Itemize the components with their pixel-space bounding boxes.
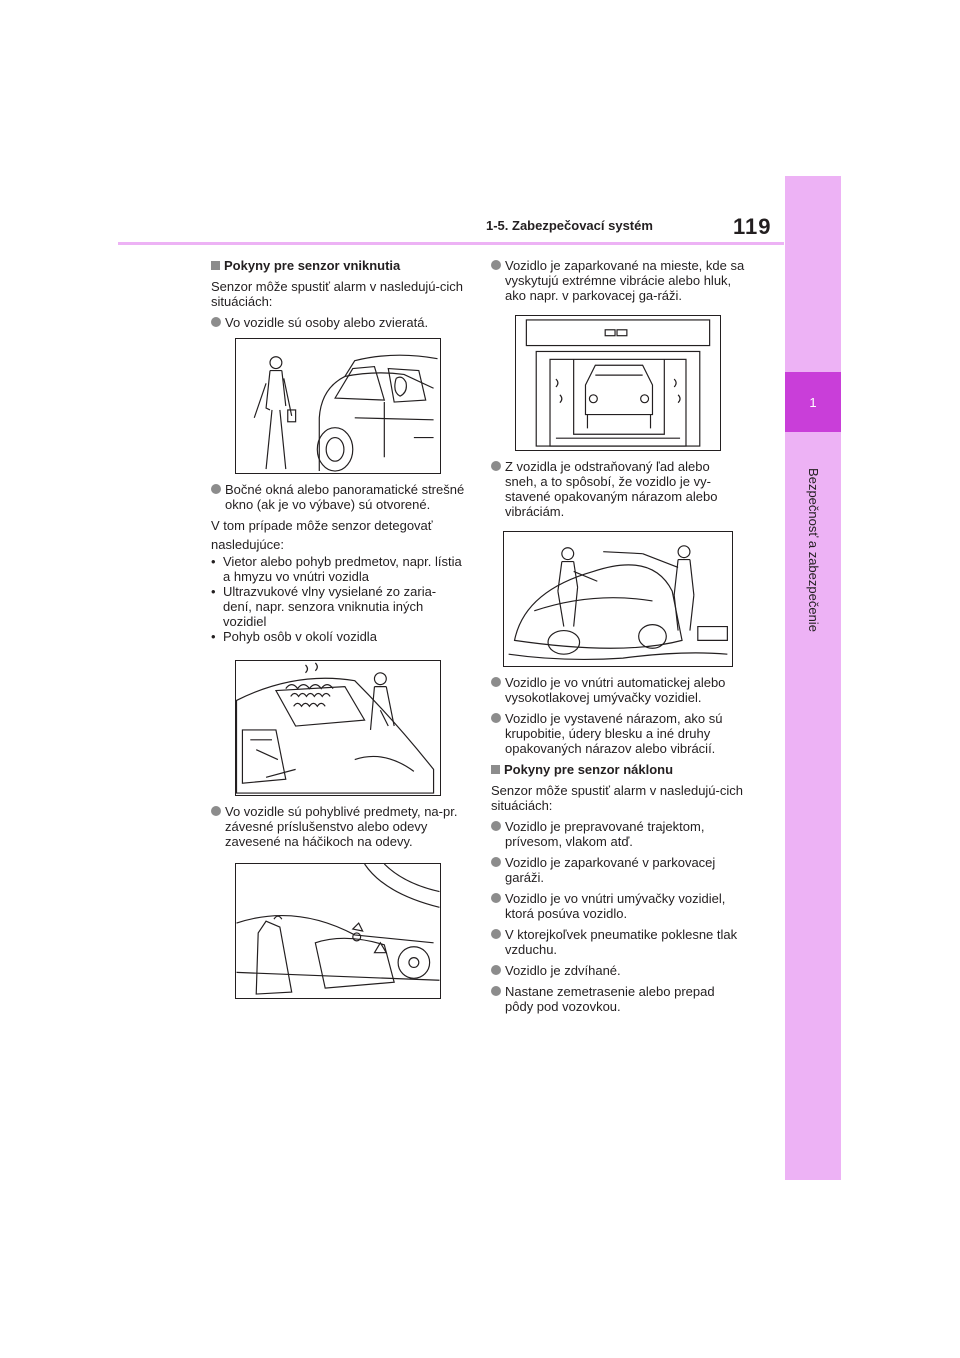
heading-text: Pokyny pre senzor vniknutia: [224, 258, 401, 273]
list-item-text: Pohyb osôb v okolí vozidla: [223, 629, 377, 644]
header-rule: [118, 242, 784, 245]
bullet-item: [491, 927, 745, 957]
illustration-snow-removal: [503, 531, 733, 667]
bullet-text: V ktorejkoľvek pneumatike poklesne tlak vzduchu.: [505, 927, 738, 957]
list-item: • Pohyb osôb v okolí vozidla: [211, 629, 377, 644]
section-title: 1-5. Zabezpečovací systém: [486, 218, 653, 233]
list-item-text: Vietor alebo pohyb predmetov, napr. lístia a hmyzu vo vnútri vozidla: [223, 554, 462, 584]
bullet-item: [211, 804, 465, 849]
bullet-text: Bočné okná alebo panoramatické strešné okno (ak je vo výbave) sú otvorené.: [225, 482, 465, 512]
bullet-text: Vozidlo je zaparkované v parkovacej garáži.: [505, 855, 716, 885]
list-item: • Vietor alebo pohyb predmetov, napr. lístia a hmyzu vo vnútri vozidla: [211, 554, 465, 584]
circle-bullet-icon: [491, 929, 501, 939]
paragraph-text: nasledujúce:: [211, 537, 284, 552]
bullet-text: Vo vozidle sú osoby alebo zvieratá.: [225, 315, 429, 330]
circle-bullet-icon: [211, 317, 221, 327]
circle-bullet-icon: [491, 857, 501, 867]
circle-bullet-icon: [491, 713, 501, 723]
circle-bullet-icon: [491, 965, 501, 975]
bullet-item: [491, 459, 745, 519]
bullet-item: [491, 891, 745, 921]
circle-bullet-icon: [491, 893, 501, 903]
chapter-number-badge: [785, 372, 841, 432]
section-heading-intrusion: [211, 258, 465, 273]
bullet-item: [491, 258, 745, 303]
section-heading-tilt: [491, 762, 745, 777]
bullet-text: Z vozidla je odstraňovaný ľad alebo sneh, a to spôsobí, že vozidlo je vy-stavené opakovaným nárazom alebo vibráciám.: [505, 459, 718, 519]
bullet-text: Vo vozidle sú pohyblivé predmety, na-pr. závesné príslušenstvo alebo odevy zavesené na háčikoch na odevy.: [225, 804, 458, 849]
bullet-text: Vozidlo je zdvíhané.: [505, 963, 621, 978]
list-item-text: Ultrazvukové vlny vysielané zo zaria-dení, napr. senzora vniknutia iných vozidiel: [223, 584, 437, 629]
bullet-text: Vozidlo je prepravované trajektom, prívesom, vlakom atď.: [505, 819, 705, 849]
paragraph-text: V tom prípade môže senzor detegovať: [211, 518, 433, 533]
circle-bullet-icon: [211, 484, 221, 494]
heading-text: Pokyny pre senzor náklonu: [504, 762, 674, 777]
circle-bullet-icon: [491, 677, 501, 687]
bullet-item: [491, 963, 745, 978]
bullet-text: Vozidlo je zaparkované na mieste, kde sa vyskytujú extrémne vibrácie alebo hluk, ako napr. v parkovacej ga-ráži.: [505, 258, 745, 303]
list-item: • Ultrazvukové vlny vysielané zo zaria-dení, napr. senzora vniknutia iných vozidiel: [211, 584, 465, 629]
page-number: 119: [733, 214, 772, 239]
bullet-text: Vozidlo je vo vnútri automatickej alebo vysokotlakovej umývačky vozidiel.: [505, 675, 726, 705]
bullet-item: [491, 819, 745, 849]
circle-bullet-icon: [491, 986, 501, 996]
square-bullet-icon: [211, 261, 220, 270]
intro-text: Senzor môže spustiť alarm v nasledujú-cich situáciách:: [491, 783, 743, 813]
dash-list: [211, 554, 465, 644]
circle-bullet-icon: [211, 806, 221, 816]
bullet-item: [211, 315, 465, 330]
circle-bullet-icon: [491, 461, 501, 471]
chapter-side-tab: [785, 176, 841, 1180]
bullet-text: Nastane zemetrasenie alebo prepad pôdy pod vozovkou.: [505, 984, 715, 1014]
bullet-text: Vozidlo je vystavené nárazom, ako sú krupobitie, údery blesku a iné druhy opakovaných nárazov alebo vibrácií.: [505, 711, 723, 756]
right-column: [491, 258, 745, 1020]
illustration-car-wash: [515, 315, 721, 451]
bullet-item: [211, 482, 465, 512]
circle-bullet-icon: [491, 260, 501, 270]
bullet-item: [491, 855, 745, 885]
intro-text: Senzor môže spustiť alarm v nasledujú-cich situáciách:: [211, 279, 463, 309]
bullet-item: [491, 711, 745, 756]
illustration-hanging-clothes-interior: [235, 863, 441, 999]
bullet-text: Vozidlo je vo vnútri umývačky vozidiel, ktorá posúva vozidlo.: [505, 891, 726, 921]
illustration-person-dog-in-car: [235, 338, 441, 474]
bullet-item: [491, 984, 745, 1014]
chapter-number: 1: [809, 394, 817, 410]
chapter-title-vertical: [803, 468, 823, 632]
square-bullet-icon: [491, 765, 500, 774]
left-column: [211, 258, 465, 1007]
circle-bullet-icon: [491, 821, 501, 831]
chapter-title: Bezpečnosť a zabezpečenie: [806, 468, 821, 632]
bullet-item: [491, 675, 745, 705]
illustration-leaves-in-sunroof: [235, 660, 441, 796]
